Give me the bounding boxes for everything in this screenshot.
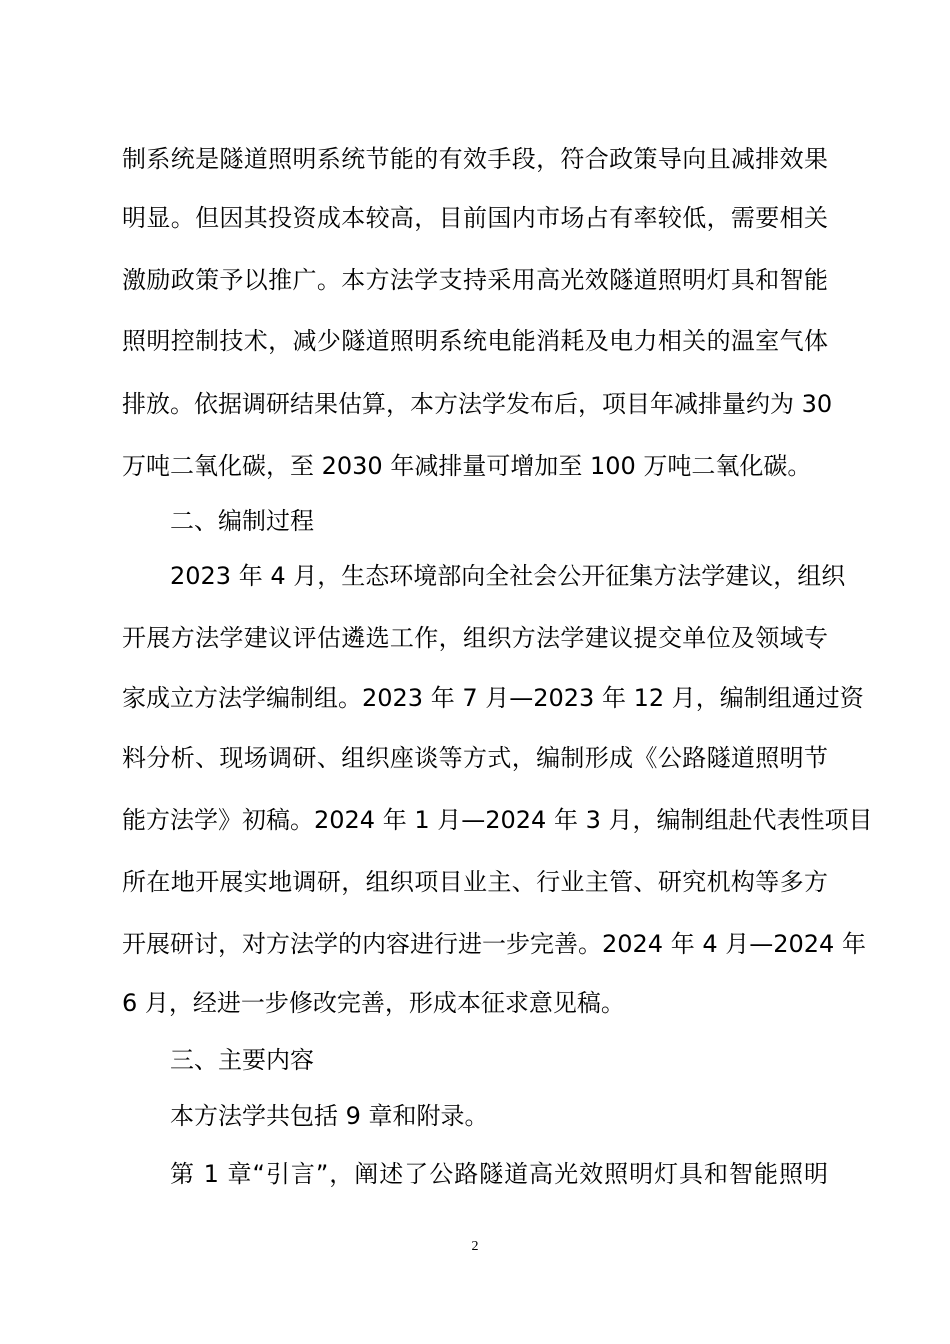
text-line: 能方法学》初稿。2024 年 1 月—2024 年 3 月，编制组赴代表性项目	[122, 806, 873, 834]
text-line: 开展研讨，对方法学的内容进行进一步完善。2024 年 4 月—2024 年	[122, 930, 866, 958]
text-line: 照明控制技术，减少隧道照明系统电能消耗及电力相关的温室气体	[122, 327, 828, 355]
text-line: 激励政策予以推广。本方法学支持采用高光效隧道照明灯具和智能	[122, 266, 828, 294]
text-line: 料分析、现场调研、组织座谈等方式，编制形成《公路隧道照明节	[122, 744, 828, 772]
text-line: 所在地开展实地调研，组织项目业主、行业主管、研究机构等多方	[122, 868, 828, 896]
text-line: 6 月，经进一步修改完善，形成本征求意见稿。	[122, 989, 625, 1017]
paragraph-chapter-overview: 本方法学共包括 9 章和附录。	[170, 1102, 489, 1130]
text-line: 排放。依据调研结果估算，本方法学发布后，项目年减排量约为 30	[122, 390, 833, 418]
text-line: 万吨二氧化碳，至 2030 年减排量可增加至 100 万吨二氧化碳。	[122, 452, 812, 480]
paragraph-chapter-1: 第 1 章“引言”，阐述了公路隧道高光效照明灯具和智能照明	[170, 1160, 828, 1188]
section-heading-main-content: 三、主要内容	[170, 1046, 314, 1074]
section-heading-compilation-process: 二、编制过程	[170, 507, 314, 535]
text-line: 明显。但因其投资成本较高，目前国内市场占有率较低，需要相关	[122, 204, 828, 232]
text-line: 开展方法学建议评估遴选工作，组织方法学建议提交单位及领域专	[122, 624, 828, 652]
text-line: 家成立方法学编制组。2023 年 7 月—2023 年 12 月，编制组通过资	[122, 684, 864, 712]
text-line: 2023 年 4 月，生态环境部向全社会公开征集方法学建议，组织	[170, 562, 846, 590]
page-number: 2	[471, 1239, 479, 1254]
text-line: 制系统是隧道照明系统节能的有效手段，符合政策导向且减排效果	[122, 145, 828, 173]
